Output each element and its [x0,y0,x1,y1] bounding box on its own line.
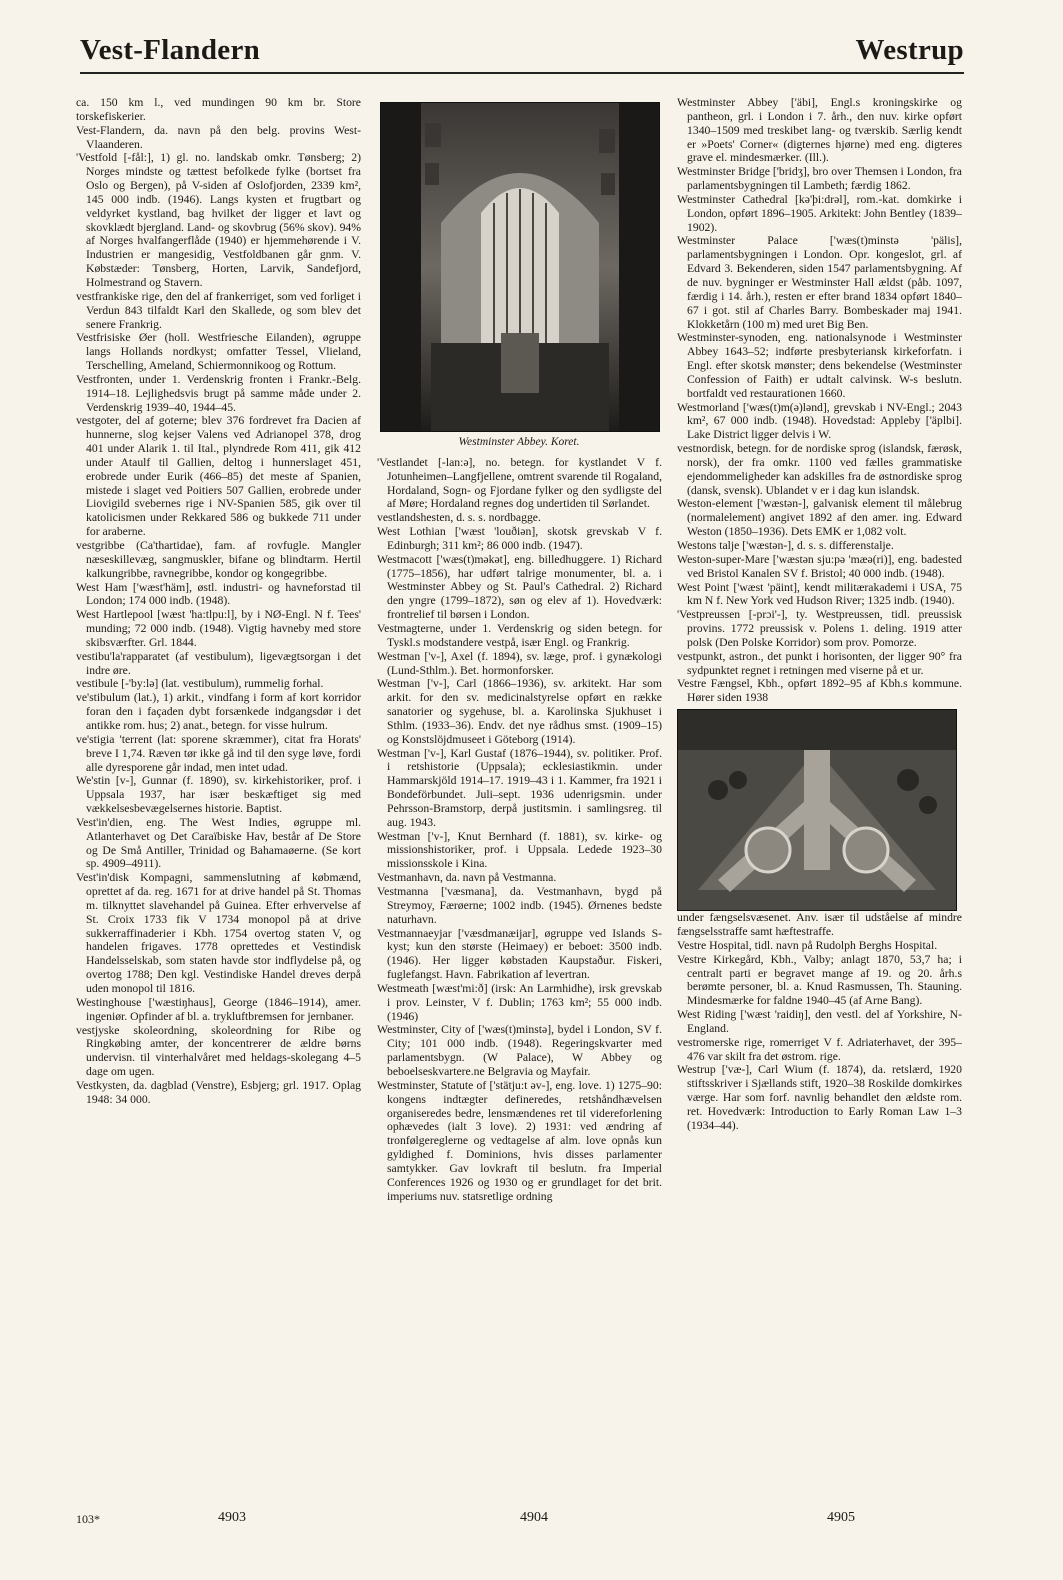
entry-text: Vest-Flandern, da. navn på den belg. provins West-Vlaanderen. [76,123,361,151]
header-left-term: Vest-Flandern [80,34,261,66]
entry-text: West Ham ['wæst'häm], østl. industri- og havneforstad til London; 174 000 indb. (1948). [76,580,361,608]
entry-text: Westrup ['væ-], Carl Wium (f. 1874), da. retslærd, 1920 stiftsskriver i Sjællands stift, 1920–38 Roskilde domkirkes værge. Har som forf. navnlig behandlet den ældste rom. ret. Hovedværk: Introduction to Early Roman Law 1–3 (1934–44). [677,1063,962,1132]
entry-text: Westons talje ['wæstən-], d. s. s. differenstalje. [677,539,894,552]
entry-text: Westman ['v-], Axel (f. 1894), sv. læge, prof. i gynækologi (Lund-Sthlm.). Bet. hormonforsker. [377,649,662,677]
entry-text: West Point ['wæst 'päint], kendt militærakademi i USA, 75 km N f. New York ved Hudson River; 1325 indb. (1940). [677,580,962,608]
page-number-right: 4905 [827,1510,855,1525]
figure-caption: Westminster Abbey. Koret. [458,436,580,448]
entry-text: vestfrankiske rige, den del af frankerriget, som ved forliget i Verdun 843 tilfaldt Karl den Skallede, og som blev det senere Frankrig. [76,289,361,331]
entry-text: vestjyske skoleordning, skoleordning for Ribe og Ringkøbing amter, der koncentrerer de ældre børns undervisn. til vinterhalvåret med heldags-skolegang 4–5 dage om ugen. [76,1023,361,1079]
entry-text: ca. 150 km l., ved mundingen 90 km br. Store torskefiskerier. [76,96,361,123]
signature-mark: 103* [76,1512,100,1526]
entry-text: Westmorland ['wæs(t)m(ə)lənd], grevskab i NV-Engl.; 2043 km², 67 000 indb. (1948). Hovedstad: Appleby ['äplbi]. Lake District ligger delvis i W. [677,400,962,442]
entry-text: Vestre Kirkegård, Kbh., Valby; anlagt 1870, 53,7 ha; i centralt parti er begravet mange af 19. og 20. årh.s berømte personer, bl. a. Knud Rasmussen, Th. Stauning. Mindesmærke for faldne 1940–45 (af Arne Bang). [677,952,962,1008]
page-number-middle: 4904 [520,1510,548,1525]
entry-text: 'Vestlandet [-lan:ə], no. betegn. for kystlandet V f. Jotunheimen–Langfjellene, omtrent svarende til Rogaland, Hordaland, Sogn- og Fjordane fylker og den sydligste del af Møre; Hordaland regnes dog undertiden til Sørlandet. [377,455,662,511]
entry-text: Vestmanhavn, da. navn på Vestmanna. [377,871,557,885]
entry-text: West Riding ['wæst 'raidiŋ], den vestl. del af Yorkshire, N-England. [677,1008,962,1035]
entry-text: Weston-element ['wæstən-], galvanisk element til målebrug (normalelement) angivet 1892 af den amer. ing. Edward Weston (1850–1936). Dets EMK er 1,082 volt. [677,497,962,539]
entry-text: Vest'in'disk Kompagni, sammenslutning af købmænd, oprettet af da. reg. 1671 for at drive handel på St. Thomas m. tilknyttet slavehandel på Guinea. Efter erhvervelse af St. Croix 1733 fik V 1734 monopol på at drive sukkerraffinaderier i Kbh. 1754 overtog staten V, og handelen frigaves. 1778 oprettedes et Vestindisk Handelsselskab, som staten havde stor indflydelse på, og overtog 1788; Den kgl. Vestindiske Handel dreves derpå uden monopol til 1816. [76,871,361,995]
entry-text: Vestfronten, under 1. Verdenskrig fronten i Frankr.-Belg. 1914–18. Lejlighedsvis brugt på samme måde under 2. Verdenskrig 1939–40, 1944–45. [76,372,361,414]
entry-text: 'Vestfold [-fål:], 1) gl. no. landskab omkr. Tønsberg; 2) Norges mindste og tættest befolkede fylke (bortset fra Oslo og Bergen), på V-siden af Oslofjorden, 2339 km², 145 000 indb. (1946). Langs kysten et frugtbart og veldyrket kystland, bag hvilket der ligger et lavt og skovklædt bjergland. Land- og skovbrug (56% skov). 94% af Norges hvalfangerflåde (1940) er hjemmehørende i V. Industrien er mangesidig, Vestfoldbanen går gnm. V. Købstæder: Tønsberg, Horten, Larvik, Sandefjord, Holmestrand og Stavern. [76,151,361,289]
entry-text: Westminster Abbey ['äbi], Engl.s kroningskirke og pantheon, grl. i London i 7. årh., den nuv. kirke opført 1340–1509 med treskibet lang- og tværskib. Særlig kendt er »Poets' Corner« (digternes hjørne) med eng. digteres grave el. mindesmærker. (Ill.). [677,96,962,165]
vestre-faengsel-aerial-photo [677,709,957,911]
entry-text: Westinghouse ['wæstiŋhaus], George (1846–1914), amer. ingeniør. Opfinder af bl. a. trykluftbremsen for jernbaner. [76,995,361,1023]
entry-text: Vestfrisiske Øer (holl. Westfriesche Eilanden), øgruppe langs Hollands nordkyst; omfatter Tessel, Vlieland, Terschelling, Ameland, Schiermonnikoog og Rottum. [76,331,361,373]
entry-text: Westminster-synoden, eng. nationalsynode i Westminster Abbey 1643–52; indførte presbyteriansk kirkeforfatn. i Engl. efter skotsk mønster; dens bekendelse (Westminster Confession of Faith) er udtalt calvinsk. W-s beslutn. bortfaldt ved restaurationen 1660. [677,331,962,400]
entry-text: Westminster, Statute of ['stätju:t əv-], eng. love. 1) 1275–90: kongens indtægter defineredes, retshåndhævelsen organiseredes bedre, lensmændenes ret til videreforlening ophævedes (ialt 3 love). 2) 1931: ved ændring af tronfølgereglerne og vedtagelse af alm. love opnås kun gyldighed f. Dominions, hvis disses parlamenter samtykker. Gav lovkraft til beslutn. fra Imperial Conferences 1926 og 1930 og er grundlaget for det brit. imperiums nuv. statsretlige ordning [377,1078,662,1203]
entry-text: Westminster Palace ['wæs(t)minstə 'pälis], parlamentsbygningen i London. Opr. kongeslot, grl. af Edvard 3. Bekenderen, siden 1547 parlamentsbygning. Af de nuv. bygninger er Westminster Hall ældst (påb. 1097, færdig i 14. årh.), resten er efter brand 1834 opført 1840–67 i got. stil af Charles Barry. Bombeskader maj 1941. Klokketårn (100 m) med uret Big Ben. [677,234,962,331]
entry-text: Weston-super-Mare ['wæstən sju:pə 'mæə(ri)], eng. badested ved Bristol Kanalen SV f. Bristol; 40 000 indb. (1948). [677,552,962,580]
entry-text: West Lothian ['wæst 'louðiən], skotsk grevskab V f. Edinburgh; 311 km²; 86 000 indb. (1947). [377,525,662,552]
entry-text: vestnordisk, betegn. for de nordiske sprog (islandsk, færøsk, norsk), der fra omkr. 1100 ved fælles grammatiske ejendommeligheder kan adskilles fra de østnordiske sprog (dansk, svensk). Ublandet v er i dag kun islandsk. [677,442,962,497]
header-right-term: Westrup [855,34,964,66]
entry-text: vestpunkt, astron., det punkt i horisonten, der ligger 90° fra sydpunktet regnet i retningen med viserne på et ur. [677,649,962,677]
column-right [677,96,962,1496]
entry-text: Vestkysten, da. dagblad (Venstre), Esbjerg; grl. 1917. Oplag 1948: 34 000. [76,1078,361,1106]
entry-text: under fængselsvæsenet. Anv. især til udståelse af mindre fængselsstraffe samt hæftestraffe. [677,911,962,938]
entry-text: 'Vestpreussen [-prɔi'-], ty. Westpreussen, tidl. preussisk provins. 1772 preussisk v. Polens 1. deling. 1919 atter polsk (Den Polske Korridor) som prov. Pomorze. [677,608,962,649]
entry-text: Westman ['v-], Knut Bernhard (f. 1881), sv. kirke- og missionshistoriker, prof. i Uppsala. Ledede 1923–30 missionsskole i Kina. [377,829,662,871]
column-middle [377,96,662,1496]
entry-text: vestibu'la'rapparatet (af vestibulum), ligevægtsorgan i det indre øre. [76,649,361,677]
entry-text: vestgoter, del af goterne; blev 376 fordrevet fra Dacien af hunnerne, slog kejser Valens ved Adrianopel 378, drog 401 under Alarik 1. til Ital., plyndrede Rom 411, gik 412 under Ataulf til Gallien, deltog i hunnerslaget 451, erobrede under Eurik (466–85) det meste af Spanien, mistede i slaget ved Poitiers 507 Gallien, erobrede under Liovigild svebernes rige i NV-Spanien 585, gik over til katolicismen under Rekkared 586 og bukkede 711 under for araberne. [76,414,361,539]
column-left [76,96,361,1496]
entry-text: Westmacott ['wæs(t)məkət], eng. billedhuggere. 1) Richard (1775–1856), har udført talrige monumenter, bl. a. i Westminster Abbey og St. Paul's Cathedral. 2) Richard den yngre (1799–1872), søn og elev af 1). Hovedværk: frontrelief til børsen i London. [377,552,662,622]
page-number-left: 4903 [218,1510,246,1525]
entry-text: Vestmanna ['væsmana], da. Vestmanhavn, bygd på Streymoy, Færøerne; 1002 indb. (1945). Ørnenes bedste naturhavn. [377,885,662,926]
entry-text: Westminster Cathedral [kə'þi:drəl], rom.-kat. domkirke i London, opført 1896–1905. Arkitekt: John Bentley (1839–1902). [677,192,962,234]
entry-text: Vestre Fængsel, Kbh., opført 1892–95 af Kbh.s kommune. Hører siden 1938 [677,677,962,705]
entry-text: We'stin [v-], Gunnar (f. 1890), sv. kirkehistoriker, prof. i Uppsala 1937, har især beskæftiget sig med vækkelsesbevægelsernes historie. Baptist. [76,774,361,816]
entry-text: West Hartlepool [wæst 'ha:tlpu:l], by i NØ-Engl. N f. Tees' munding; 72 000 indb. (1948). Vigtig havneby med store skibsværfter. Grl. 1844. [76,608,361,649]
entry-text: Westmeath [wæst'mi:ð] (irsk: An Larmhidhe), irsk grevskab i prov. Leinster, V f. Dublin; 1763 km²; 55 000 indb. (1946) [377,981,662,1023]
entry-text: Westman ['v-], Karl Gustaf (1876–1944), sv. politiker. Prof. i retshistorie (Uppsala); ecklesiastikmin. under Hammarskjöld 1914–17. 1919–43 i 1. Kammer, fra 1921 i Bondeförbundet. Juli–sept. 1936 udenrigsmin. under Pehrsson-Bramstorp, derpå justitsmin. i samlingsreg. til aug. 1943. [377,746,662,829]
entry-text: vestgribbe (Ca'thartidae), fam. af rovfugle. Mangler næseskillevæg, sangmuskler, bifane og blindtarm. Hertil kalkungribbe, ravnegribbe, kondor og kongegribbe. [76,539,361,580]
entry-text: Vest'in'dien, eng. The West Indies, øgruppe ml. Atlanterhavet og Det Caraïbiske Hav, består af De Store og De Små Antiller, Trinidad og Bahamaøerne. (Se kort sp. 4909–4911). [76,815,361,871]
entry-text: vestlandshesten, d. s. s. nordbagge. [377,511,541,525]
entry-text: Westman ['v-], Carl (1866–1936), sv. arkitekt. Har som arkit. for den sv. medicinalstyrelse opført en række sanatorier og sygehuse, bl. a. Karolinska Sjukhuset i Sthlm. (1933–36). Endv. det nye rådhus smst. (1909–15) og Konstslöjdmuseet i Göteborg (1914). [377,677,662,746]
figure-westminster-abbey [380,102,658,450]
entry-text: ve'stigia 'terrent (lat: sporene skræmmer), citat fra Horats' breve I 1,74. Ræven tør ikke gå ind til den syge løve, fordi alle dyresporene går indad, men intet udad. [76,732,361,774]
entry-text: vestromerske rige, romerriget V f. Adriaterhavet, der 395–476 var skilt fra det østrom. rige. [677,1035,962,1063]
entry-text: ve'stibulum (lat.), 1) arkit., vindfang i form af kort korridor foran den i façaden dybt forsænkede indgangsdør i det antikke rom. hus; 2) anat., betegn. for visse hulrum. [76,691,361,732]
running-head [80,32,964,74]
entry-text: vestibule [-'by:lə] (lat. vestibulum), rummelig forhal. [76,677,324,691]
entry-text: Vestmannaeyjar ['væsdmanæijar], øgruppe ved Islands S-kyst; kun den største (Heimaey) er beboet: 3500 indb. (1946). Her ligger købstaden Kaupstaður. Fiskeri, fuglefangst. Havn. Fabrikation af levertran. [377,926,662,982]
entry-text: Vestre Hospital, tidl. navn på Rudolph Berghs Hospital. [677,938,938,952]
entry-text: Westminster, City of ['wæs(t)minstə], bydel i London, SV f. City; 101 000 indb. (1948). Regeringskvarter med parlamentsbygn. (W Palace), W Abbey og beboelseskvartere.ne Belgravia og Mayfair. [377,1023,662,1078]
entry-text: Westminster Bridge ['bridʒ], bro over Themsen i London, fra parlamentsbygningen til Lambeth; færdig 1862. [677,165,962,193]
entry-text: Vestmagterne, under 1. Verdenskrig og siden betegn. for Tyskl.s modstandere vestpå, især Engl. og Frankrig. [377,621,662,649]
abbey-choir-photo [380,102,660,432]
